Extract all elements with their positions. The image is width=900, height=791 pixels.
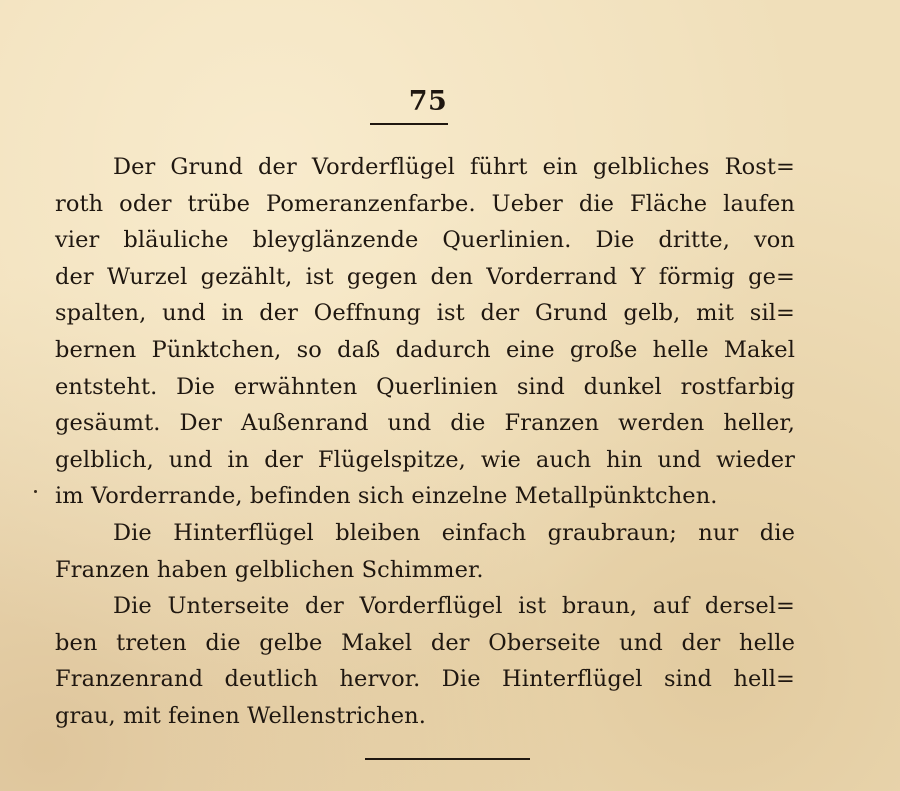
- text-line: Franzenrand deutlich hervor. Die Hinterflügel sind hell=: [55, 666, 795, 693]
- text-line: der Wurzel gezählt, ist gegen den Vorderrand Y förmig ge=: [55, 263, 795, 290]
- text-line: im Vorderrande, befinden sich einzelne Metallpünktchen.: [55, 483, 718, 510]
- text-line: grau, mit feinen Wellenstrichen.: [55, 702, 426, 729]
- text-line: bernen Pünktchen, so daß dadurch eine große helle Makel: [55, 336, 795, 363]
- text-line: Franzen haben gelblichen Schimmer.: [55, 556, 484, 583]
- text-line: Der Grund der Vorderflügel führt ein gelbliches Rost=: [113, 154, 795, 180]
- text-line: gelblich, und in der Flügelspitze, wie auch hin und wieder: [55, 446, 795, 473]
- text-line: roth oder trübe Pomeranzenfarbe. Ueber die Fläche laufen: [55, 190, 795, 217]
- footer-rule: [365, 758, 530, 760]
- margin-mark: [34, 490, 37, 493]
- text-line: vier bläuliche bleyglänzende Querlinien. Die dritte, von: [55, 227, 795, 254]
- text-line: Die Hinterflügel bleiben einfach graubraun; nur die: [113, 519, 795, 546]
- text-line: gesäumt. Der Außenrand und die Franzen werden heller,: [55, 410, 795, 437]
- body-text: [55, 149, 795, 735]
- text-line: spalten, und in der Oeffnung ist der Grund gelb, mit sil=: [55, 300, 795, 327]
- text-line: entsteht. Die erwähnten Querlinien sind dunkel rostfarbig: [55, 373, 795, 400]
- text-line: Die Unterseite der Vorderflügel ist braun, auf dersel=: [113, 593, 795, 620]
- text-line: ben treten die gelbe Makel der Oberseite und der helle: [55, 629, 795, 656]
- page-number: 75: [408, 86, 448, 117]
- header-rule: [370, 123, 448, 125]
